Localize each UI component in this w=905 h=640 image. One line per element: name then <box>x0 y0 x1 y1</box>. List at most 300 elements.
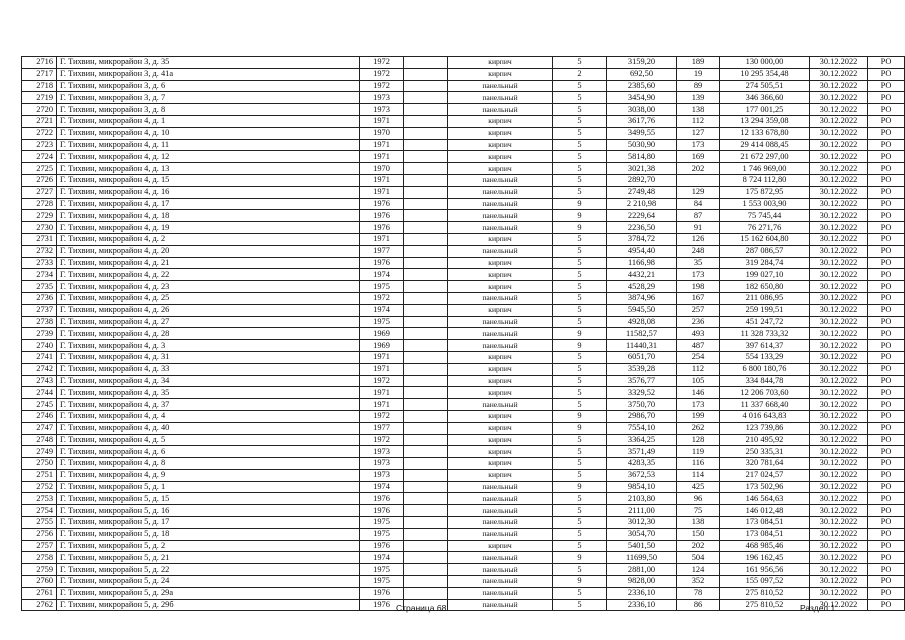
material-cell: панельный <box>448 481 553 493</box>
apartments-cell: 150 <box>677 528 720 540</box>
ro-cell: РО <box>868 363 905 375</box>
cost-cell: 451 247,72 <box>720 316 810 328</box>
date-cell: 30.12.2022 <box>810 233 868 245</box>
row-number-cell: 2733 <box>22 257 57 269</box>
floors-cell: 5 <box>553 115 607 127</box>
year-cell: 1973 <box>360 469 404 481</box>
floors-cell: 5 <box>553 469 607 481</box>
area-cell: 5030,90 <box>607 139 677 151</box>
apartments-cell: 504 <box>677 552 720 564</box>
ro-cell: РО <box>868 458 905 470</box>
area-cell: 9854,10 <box>607 481 677 493</box>
year-cell: 1971 <box>360 363 404 375</box>
address-cell: Г. Тихвин, микрорайон 4, д. 6 <box>57 446 360 458</box>
empty-cell <box>404 493 448 505</box>
apartments-cell: 112 <box>677 115 720 127</box>
empty-cell <box>404 481 448 493</box>
date-cell: 30.12.2022 <box>810 576 868 588</box>
address-cell: Г. Тихвин, микрорайон 4, д. 18 <box>57 210 360 222</box>
date-cell: 30.12.2022 <box>810 281 868 293</box>
apartments-cell: 19 <box>677 68 720 80</box>
material-cell: кирпич <box>448 446 553 458</box>
apartments-cell: 119 <box>677 446 720 458</box>
material-cell: кирпич <box>448 351 553 363</box>
empty-cell <box>404 233 448 245</box>
material-cell: кирпич <box>448 269 553 281</box>
apartments-cell: 139 <box>677 92 720 104</box>
material-cell: панельный <box>448 198 553 210</box>
cost-cell: 319 284,74 <box>720 257 810 269</box>
ro-cell: РО <box>868 292 905 304</box>
apartments-cell: 128 <box>677 434 720 446</box>
address-cell: Г. Тихвин, микрорайон 3, д. 41а <box>57 68 360 80</box>
address-cell: Г. Тихвин, микрорайон 4, д. 15 <box>57 174 360 186</box>
apartments-cell: 199 <box>677 410 720 422</box>
material-cell: панельный <box>448 399 553 411</box>
empty-cell <box>404 517 448 529</box>
cost-cell: 155 097,52 <box>720 576 810 588</box>
area-cell: 3874,96 <box>607 292 677 304</box>
apartments-cell: 173 <box>677 399 720 411</box>
address-cell: Г. Тихвин, микрорайон 4, д. 27 <box>57 316 360 328</box>
table-row <box>22 68 905 80</box>
date-cell: 30.12.2022 <box>810 552 868 564</box>
year-cell: 1974 <box>360 304 404 316</box>
address-cell: Г. Тихвин, микрорайон 5, д. 1 <box>57 481 360 493</box>
material-cell: панельный <box>448 210 553 222</box>
address-cell: Г. Тихвин, микрорайон 5, д. 29а <box>57 587 360 599</box>
section-label: Раздел 1 <box>800 603 836 613</box>
floors-cell: 9 <box>553 481 607 493</box>
address-cell: Г. Тихвин, микрорайон 4, д. 9 <box>57 469 360 481</box>
address-cell: Г. Тихвин, микрорайон 4, д. 4 <box>57 410 360 422</box>
area-cell: 4928,08 <box>607 316 677 328</box>
date-cell: 30.12.2022 <box>810 399 868 411</box>
empty-cell <box>404 422 448 434</box>
table-row <box>22 233 905 245</box>
table-row <box>22 328 905 340</box>
address-cell: Г. Тихвин, микрорайон 4, д. 5 <box>57 434 360 446</box>
cost-cell: 21 672 297,00 <box>720 151 810 163</box>
year-cell: 1975 <box>360 564 404 576</box>
year-cell: 1972 <box>360 410 404 422</box>
cost-cell: 211 086,95 <box>720 292 810 304</box>
area-cell: 2111,00 <box>607 505 677 517</box>
row-number-cell: 2738 <box>22 316 57 328</box>
address-cell: Г. Тихвин, микрорайон 4, д. 21 <box>57 257 360 269</box>
year-cell: 1971 <box>360 151 404 163</box>
row-number-cell: 2730 <box>22 222 57 234</box>
area-cell: 3454,90 <box>607 92 677 104</box>
area-cell: 7554,10 <box>607 422 677 434</box>
floors-cell: 5 <box>553 257 607 269</box>
apartments-cell: 78 <box>677 587 720 599</box>
table-row <box>22 481 905 493</box>
cost-cell: 11 328 733,32 <box>720 328 810 340</box>
cost-cell: 346 366,60 <box>720 92 810 104</box>
row-number-cell: 2761 <box>22 587 57 599</box>
material-cell: кирпич <box>448 68 553 80</box>
row-number-cell: 2751 <box>22 469 57 481</box>
area-cell: 3012,30 <box>607 517 677 529</box>
floors-cell: 5 <box>553 57 607 69</box>
material-cell: кирпич <box>448 151 553 163</box>
area-cell: 5945,50 <box>607 304 677 316</box>
row-number-cell: 2722 <box>22 127 57 139</box>
area-cell: 3499,55 <box>607 127 677 139</box>
table-row <box>22 446 905 458</box>
address-cell: Г. Тихвин, микрорайон 4, д. 3 <box>57 340 360 352</box>
floors-cell: 5 <box>553 139 607 151</box>
row-number-cell: 2736 <box>22 292 57 304</box>
registry-table <box>21 56 905 611</box>
material-cell: панельный <box>448 174 553 186</box>
apartments-cell: 248 <box>677 245 720 257</box>
empty-cell <box>404 528 448 540</box>
year-cell: 1970 <box>360 163 404 175</box>
row-number-cell: 2717 <box>22 68 57 80</box>
address-cell: Г. Тихвин, микрорайон 5, д. 18 <box>57 528 360 540</box>
material-cell: панельный <box>448 316 553 328</box>
ro-cell: РО <box>868 375 905 387</box>
address-cell: Г. Тихвин, микрорайон 5, д. 21 <box>57 552 360 564</box>
empty-cell <box>404 115 448 127</box>
year-cell: 1976 <box>360 540 404 552</box>
year-cell: 1972 <box>360 375 404 387</box>
year-cell: 1972 <box>360 80 404 92</box>
floors-cell: 5 <box>553 399 607 411</box>
area-cell: 2986,70 <box>607 410 677 422</box>
row-number-cell: 2753 <box>22 493 57 505</box>
date-cell: 30.12.2022 <box>810 245 868 257</box>
apartments-cell: 138 <box>677 104 720 116</box>
table-row <box>22 139 905 151</box>
row-number-cell: 2745 <box>22 399 57 411</box>
row-number-cell: 2720 <box>22 104 57 116</box>
row-number-cell: 2724 <box>22 151 57 163</box>
area-cell: 2103,80 <box>607 493 677 505</box>
cost-cell: 161 956,56 <box>720 564 810 576</box>
floors-cell: 5 <box>553 163 607 175</box>
year-cell: 1973 <box>360 446 404 458</box>
empty-cell <box>404 257 448 269</box>
date-cell: 30.12.2022 <box>810 174 868 186</box>
floors-cell: 5 <box>553 281 607 293</box>
material-cell: кирпич <box>448 363 553 375</box>
table-row <box>22 104 905 116</box>
empty-cell <box>404 80 448 92</box>
cost-cell: 8 724 112,80 <box>720 174 810 186</box>
area-cell: 3539,28 <box>607 363 677 375</box>
cost-cell: 13 294 359,08 <box>720 115 810 127</box>
material-cell: панельный <box>448 517 553 529</box>
area-cell: 11582,57 <box>607 328 677 340</box>
cost-cell: 397 614,37 <box>720 340 810 352</box>
material-cell: панельный <box>448 552 553 564</box>
material-cell: панельный <box>448 564 553 576</box>
row-number-cell: 2740 <box>22 340 57 352</box>
material-cell: кирпич <box>448 257 553 269</box>
empty-cell <box>404 564 448 576</box>
empty-cell <box>404 375 448 387</box>
floors-cell: 2 <box>553 68 607 80</box>
area-cell: 11699,50 <box>607 552 677 564</box>
date-cell: 30.12.2022 <box>810 269 868 281</box>
year-cell: 1974 <box>360 269 404 281</box>
material-cell: панельный <box>448 505 553 517</box>
cost-cell: 11 337 668,40 <box>720 399 810 411</box>
row-number-cell: 2728 <box>22 198 57 210</box>
empty-cell <box>404 446 448 458</box>
cost-cell: 4 016 643,83 <box>720 410 810 422</box>
cost-cell: 250 335,31 <box>720 446 810 458</box>
date-cell: 30.12.2022 <box>810 222 868 234</box>
apartments-cell: 169 <box>677 151 720 163</box>
table-row <box>22 292 905 304</box>
ro-cell: РО <box>868 351 905 363</box>
empty-cell <box>404 139 448 151</box>
row-number-cell: 2743 <box>22 375 57 387</box>
empty-cell <box>404 505 448 517</box>
year-cell: 1976 <box>360 505 404 517</box>
row-number-cell: 2756 <box>22 528 57 540</box>
apartments-cell: 124 <box>677 564 720 576</box>
material-cell: панельный <box>448 186 553 198</box>
address-cell: Г. Тихвин, микрорайон 4, д. 1 <box>57 115 360 127</box>
cost-cell: 10 295 354,48 <box>720 68 810 80</box>
cost-cell: 12 206 703,60 <box>720 387 810 399</box>
area-cell: 3672,53 <box>607 469 677 481</box>
ro-cell: РО <box>868 222 905 234</box>
date-cell: 30.12.2022 <box>810 469 868 481</box>
cost-cell: 6 800 180,76 <box>720 363 810 375</box>
apartments-cell: 202 <box>677 163 720 175</box>
apartments-cell: 254 <box>677 351 720 363</box>
apartments-cell: 89 <box>677 80 720 92</box>
cost-cell: 76 271,76 <box>720 222 810 234</box>
table-row <box>22 387 905 399</box>
address-cell: Г. Тихвин, микрорайон 5, д. 2 <box>57 540 360 552</box>
material-cell: кирпич <box>448 387 553 399</box>
row-number-cell: 2746 <box>22 410 57 422</box>
floors-cell: 5 <box>553 434 607 446</box>
cost-cell: 274 505,51 <box>720 80 810 92</box>
ro-cell: РО <box>868 469 905 481</box>
material-cell: кирпич <box>448 233 553 245</box>
ro-cell: РО <box>868 174 905 186</box>
material-cell: панельный <box>448 599 553 611</box>
year-cell: 1976 <box>360 222 404 234</box>
floors-cell: 5 <box>553 387 607 399</box>
year-cell: 1975 <box>360 528 404 540</box>
cost-cell: 287 086,57 <box>720 245 810 257</box>
apartments-cell: 35 <box>677 257 720 269</box>
row-number-cell: 2727 <box>22 186 57 198</box>
table-row <box>22 198 905 210</box>
area-cell: 2229,64 <box>607 210 677 222</box>
area-cell: 3054,70 <box>607 528 677 540</box>
empty-cell <box>404 281 448 293</box>
page-number-label: Страница 68 <box>396 603 447 613</box>
empty-cell <box>404 351 448 363</box>
table-row <box>22 92 905 104</box>
year-cell: 1975 <box>360 517 404 529</box>
row-number-cell: 2742 <box>22 363 57 375</box>
year-cell: 1976 <box>360 493 404 505</box>
apartments-cell: 257 <box>677 304 720 316</box>
row-number-cell: 2759 <box>22 564 57 576</box>
area-cell: 2892,70 <box>607 174 677 186</box>
area-cell: 9828,00 <box>607 576 677 588</box>
table-row <box>22 399 905 411</box>
table-row <box>22 493 905 505</box>
address-cell: Г. Тихвин, микрорайон 4, д. 13 <box>57 163 360 175</box>
row-number-cell: 2760 <box>22 576 57 588</box>
floors-cell: 5 <box>553 363 607 375</box>
table-row <box>22 281 905 293</box>
ro-cell: РО <box>868 481 905 493</box>
area-cell: 4432,21 <box>607 269 677 281</box>
address-cell: Г. Тихвин, микрорайон 3, д. 6 <box>57 80 360 92</box>
material-cell: кирпич <box>448 281 553 293</box>
cost-cell: 468 985,46 <box>720 540 810 552</box>
address-cell: Г. Тихвин, микрорайон 5, д. 29б <box>57 599 360 611</box>
empty-cell <box>404 304 448 316</box>
row-number-cell: 2748 <box>22 434 57 446</box>
ro-cell: РО <box>868 304 905 316</box>
area-cell: 2385,60 <box>607 80 677 92</box>
area-cell: 3038,00 <box>607 104 677 116</box>
address-cell: Г. Тихвин, микрорайон 4, д. 16 <box>57 186 360 198</box>
table-row <box>22 222 905 234</box>
area-cell: 3021,38 <box>607 163 677 175</box>
ro-cell: РО <box>868 493 905 505</box>
date-cell: 30.12.2022 <box>810 422 868 434</box>
year-cell: 1974 <box>360 552 404 564</box>
date-cell: 30.12.2022 <box>810 292 868 304</box>
apartments-cell: 167 <box>677 292 720 304</box>
cost-cell: 210 495,92 <box>720 434 810 446</box>
row-number-cell: 2725 <box>22 163 57 175</box>
ro-cell: РО <box>868 92 905 104</box>
empty-cell <box>404 245 448 257</box>
material-cell: панельный <box>448 245 553 257</box>
floors-cell: 5 <box>553 292 607 304</box>
date-cell: 30.12.2022 <box>810 163 868 175</box>
ro-cell: РО <box>868 186 905 198</box>
cost-cell: 12 133 678,80 <box>720 127 810 139</box>
empty-cell <box>404 540 448 552</box>
apartments-cell <box>677 174 720 186</box>
ro-cell: РО <box>868 127 905 139</box>
apartments-cell: 138 <box>677 517 720 529</box>
cost-cell: 15 162 604,80 <box>720 233 810 245</box>
ro-cell: РО <box>868 104 905 116</box>
address-cell: Г. Тихвин, микрорайон 5, д. 24 <box>57 576 360 588</box>
address-cell: Г. Тихвин, микрорайон 4, д. 40 <box>57 422 360 434</box>
area-cell: 3571,49 <box>607 446 677 458</box>
ro-cell: РО <box>868 517 905 529</box>
ro-cell: РО <box>868 80 905 92</box>
address-cell: Г. Тихвин, микрорайон 4, д. 20 <box>57 245 360 257</box>
address-cell: Г. Тихвин, микрорайон 5, д. 22 <box>57 564 360 576</box>
ro-cell: РО <box>868 257 905 269</box>
date-cell: 30.12.2022 <box>810 115 868 127</box>
year-cell: 1976 <box>360 257 404 269</box>
ro-cell: РО <box>868 151 905 163</box>
cost-cell: 177 001,25 <box>720 104 810 116</box>
row-number-cell: 2747 <box>22 422 57 434</box>
date-cell: 30.12.2022 <box>810 104 868 116</box>
row-number-cell: 2754 <box>22 505 57 517</box>
area-cell: 692,50 <box>607 68 677 80</box>
date-cell: 30.12.2022 <box>810 340 868 352</box>
year-cell: 1976 <box>360 587 404 599</box>
empty-cell <box>404 576 448 588</box>
ro-cell: РО <box>868 422 905 434</box>
empty-cell <box>404 222 448 234</box>
apartments-cell: 84 <box>677 198 720 210</box>
apartments-cell: 126 <box>677 233 720 245</box>
material-cell: панельный <box>448 587 553 599</box>
area-cell: 3329,52 <box>607 387 677 399</box>
year-cell: 1975 <box>360 281 404 293</box>
row-number-cell: 2744 <box>22 387 57 399</box>
row-number-cell: 2716 <box>22 57 57 69</box>
material-cell: панельный <box>448 528 553 540</box>
row-number-cell: 2752 <box>22 481 57 493</box>
empty-cell <box>404 292 448 304</box>
date-cell: 30.12.2022 <box>810 363 868 375</box>
date-cell: 30.12.2022 <box>810 316 868 328</box>
apartments-cell: 129 <box>677 186 720 198</box>
empty-cell <box>404 328 448 340</box>
ro-cell: РО <box>868 410 905 422</box>
floors-cell: 9 <box>553 552 607 564</box>
year-cell: 1971 <box>360 139 404 151</box>
table-row <box>22 257 905 269</box>
address-cell: Г. Тихвин, микрорайон 4, д. 25 <box>57 292 360 304</box>
empty-cell <box>404 340 448 352</box>
registry-table-container <box>21 56 892 611</box>
apartments-cell: 87 <box>677 210 720 222</box>
date-cell: 30.12.2022 <box>810 92 868 104</box>
table-row <box>22 186 905 198</box>
ro-cell: РО <box>868 552 905 564</box>
floors-cell: 9 <box>553 410 607 422</box>
year-cell: 1971 <box>360 174 404 186</box>
empty-cell <box>404 198 448 210</box>
address-cell: Г. Тихвин, микрорайон 4, д. 26 <box>57 304 360 316</box>
year-cell: 1973 <box>360 92 404 104</box>
area-cell: 3617,76 <box>607 115 677 127</box>
apartments-cell: 96 <box>677 493 720 505</box>
date-cell: 30.12.2022 <box>810 304 868 316</box>
material-cell: кирпич <box>448 57 553 69</box>
apartments-cell: 189 <box>677 57 720 69</box>
empty-cell <box>404 316 448 328</box>
empty-cell <box>404 210 448 222</box>
year-cell: 1976 <box>360 210 404 222</box>
table-row <box>22 505 905 517</box>
area-cell: 2336,10 <box>607 587 677 599</box>
year-cell: 1971 <box>360 399 404 411</box>
table-row <box>22 115 905 127</box>
date-cell: 30.12.2022 <box>810 446 868 458</box>
year-cell: 1977 <box>360 245 404 257</box>
row-number-cell: 2737 <box>22 304 57 316</box>
date-cell: 30.12.2022 <box>810 68 868 80</box>
